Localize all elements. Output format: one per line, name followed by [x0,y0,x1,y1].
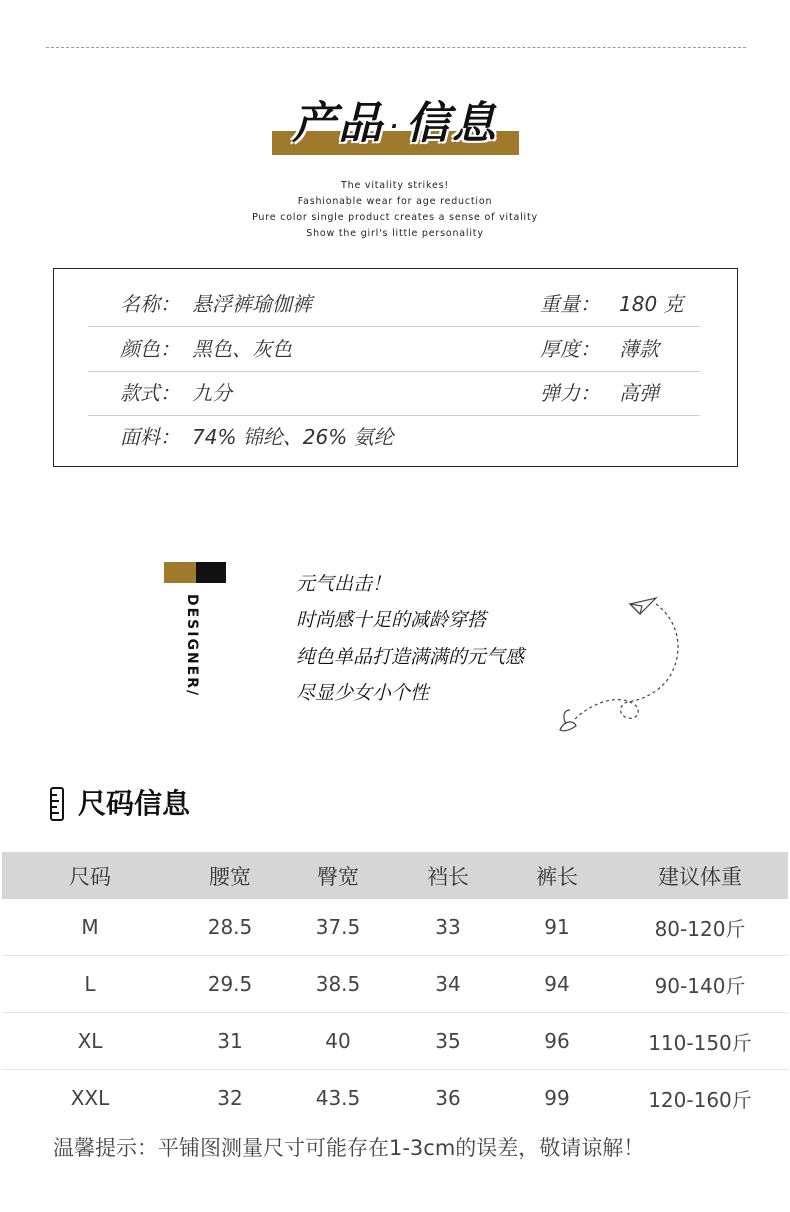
title-left: 产品 [292,98,385,149]
column-header: 建议体重 [612,852,788,899]
measurement-note: 温馨提示：平铺图测量尺寸可能存在1-3cm的误差，敬请谅解！ [53,1136,645,1160]
table-cell: 90-140斤 [612,956,788,1013]
tagline-3: Pure color single product creates a sense of vitality [252,212,538,223]
table-cell: 36 [435,1086,461,1110]
table-cell: 37.5 [282,899,394,956]
info-value: 高弹 [619,381,659,405]
info-row-name [88,282,700,327]
table-cell: 32 [217,1086,243,1110]
tagline-1: The vitality strikes! [341,180,449,191]
table-cell: 38.5 [282,956,394,1013]
info-label: 名称： [120,292,180,316]
info-value: 九分 [192,381,232,405]
ruler-icon [50,787,64,821]
paper-plane-icon [552,592,692,742]
title-right: 信息 [405,98,498,149]
info-label: 厚度： [540,337,600,361]
column-header: 尺码 [2,852,178,899]
table-row [2,956,788,1013]
column-header: 裤长 [502,852,612,899]
table-cell: XL [2,1013,178,1070]
size-table-header [2,852,788,899]
tagline-4: Show the girl's little personality [306,228,484,239]
info-row-fabric [88,415,700,459]
table-cell: 91 [502,899,612,956]
slogan-4: 尽显少女小个性 [296,682,430,704]
size-table [2,852,788,1126]
table-cell: L [2,956,178,1013]
table-cell: 96 [502,1013,612,1070]
tagline-2: Fashionable wear for age reduction [297,196,493,207]
info-value: 180 克 [619,292,684,316]
designer-black-block [196,562,226,583]
table-cell: 35 [394,1013,502,1070]
table-cell: 31 [178,1013,282,1070]
column-header: 裆长 [394,852,502,899]
info-value: 黑色、灰色 [192,337,292,361]
info-label: 颜色： [120,337,180,361]
column-header: 臀宽 [282,852,394,899]
info-row-color [88,327,700,372]
table-cell: 43.5 [315,1086,361,1110]
table-cell: 34 [394,956,502,1013]
table-cell: 99 [544,1086,570,1110]
slogan-3: 纯色单品打造满满的元气感 [296,646,525,668]
table-row [2,1013,788,1070]
title-dot: · [390,114,400,138]
table-cell: 94 [502,956,612,1013]
table-cell: XXL [70,1086,110,1110]
table-cell: 28.5 [178,899,282,956]
table-row [2,899,788,956]
info-label: 弹力： [540,381,600,405]
info-label: 面料： [120,425,180,449]
designer-gold-block [164,562,196,583]
table-cell: 110-150斤 [612,1013,788,1070]
top-divider [46,47,746,48]
table-cell: 120-160斤 [648,1087,752,1112]
size-section-heading: 尺码信息 [78,787,191,820]
column-header: 腰宽 [178,852,282,899]
table-cell: 40 [282,1013,394,1070]
page-title [250,96,540,154]
info-value: 薄款 [619,337,659,361]
info-row-style [88,371,700,416]
info-value: 74% 锦纶、26% 氨纶 [192,425,394,449]
info-label: 重量： [540,292,600,316]
table-cell: 33 [394,899,502,956]
slogan-1: 元气出击！ [296,573,392,595]
designer-label: DESIGNER/ [184,594,200,698]
slogan-2: 时尚感十足的减龄穿搭 [296,609,487,631]
table-cell: 29.5 [178,956,282,1013]
info-label: 款式： [120,381,180,405]
info-value: 悬浮裤瑜伽裤 [192,292,312,316]
table-row [2,1070,788,1127]
table-cell: 80-120斤 [612,899,788,956]
table-cell: M [2,899,178,956]
